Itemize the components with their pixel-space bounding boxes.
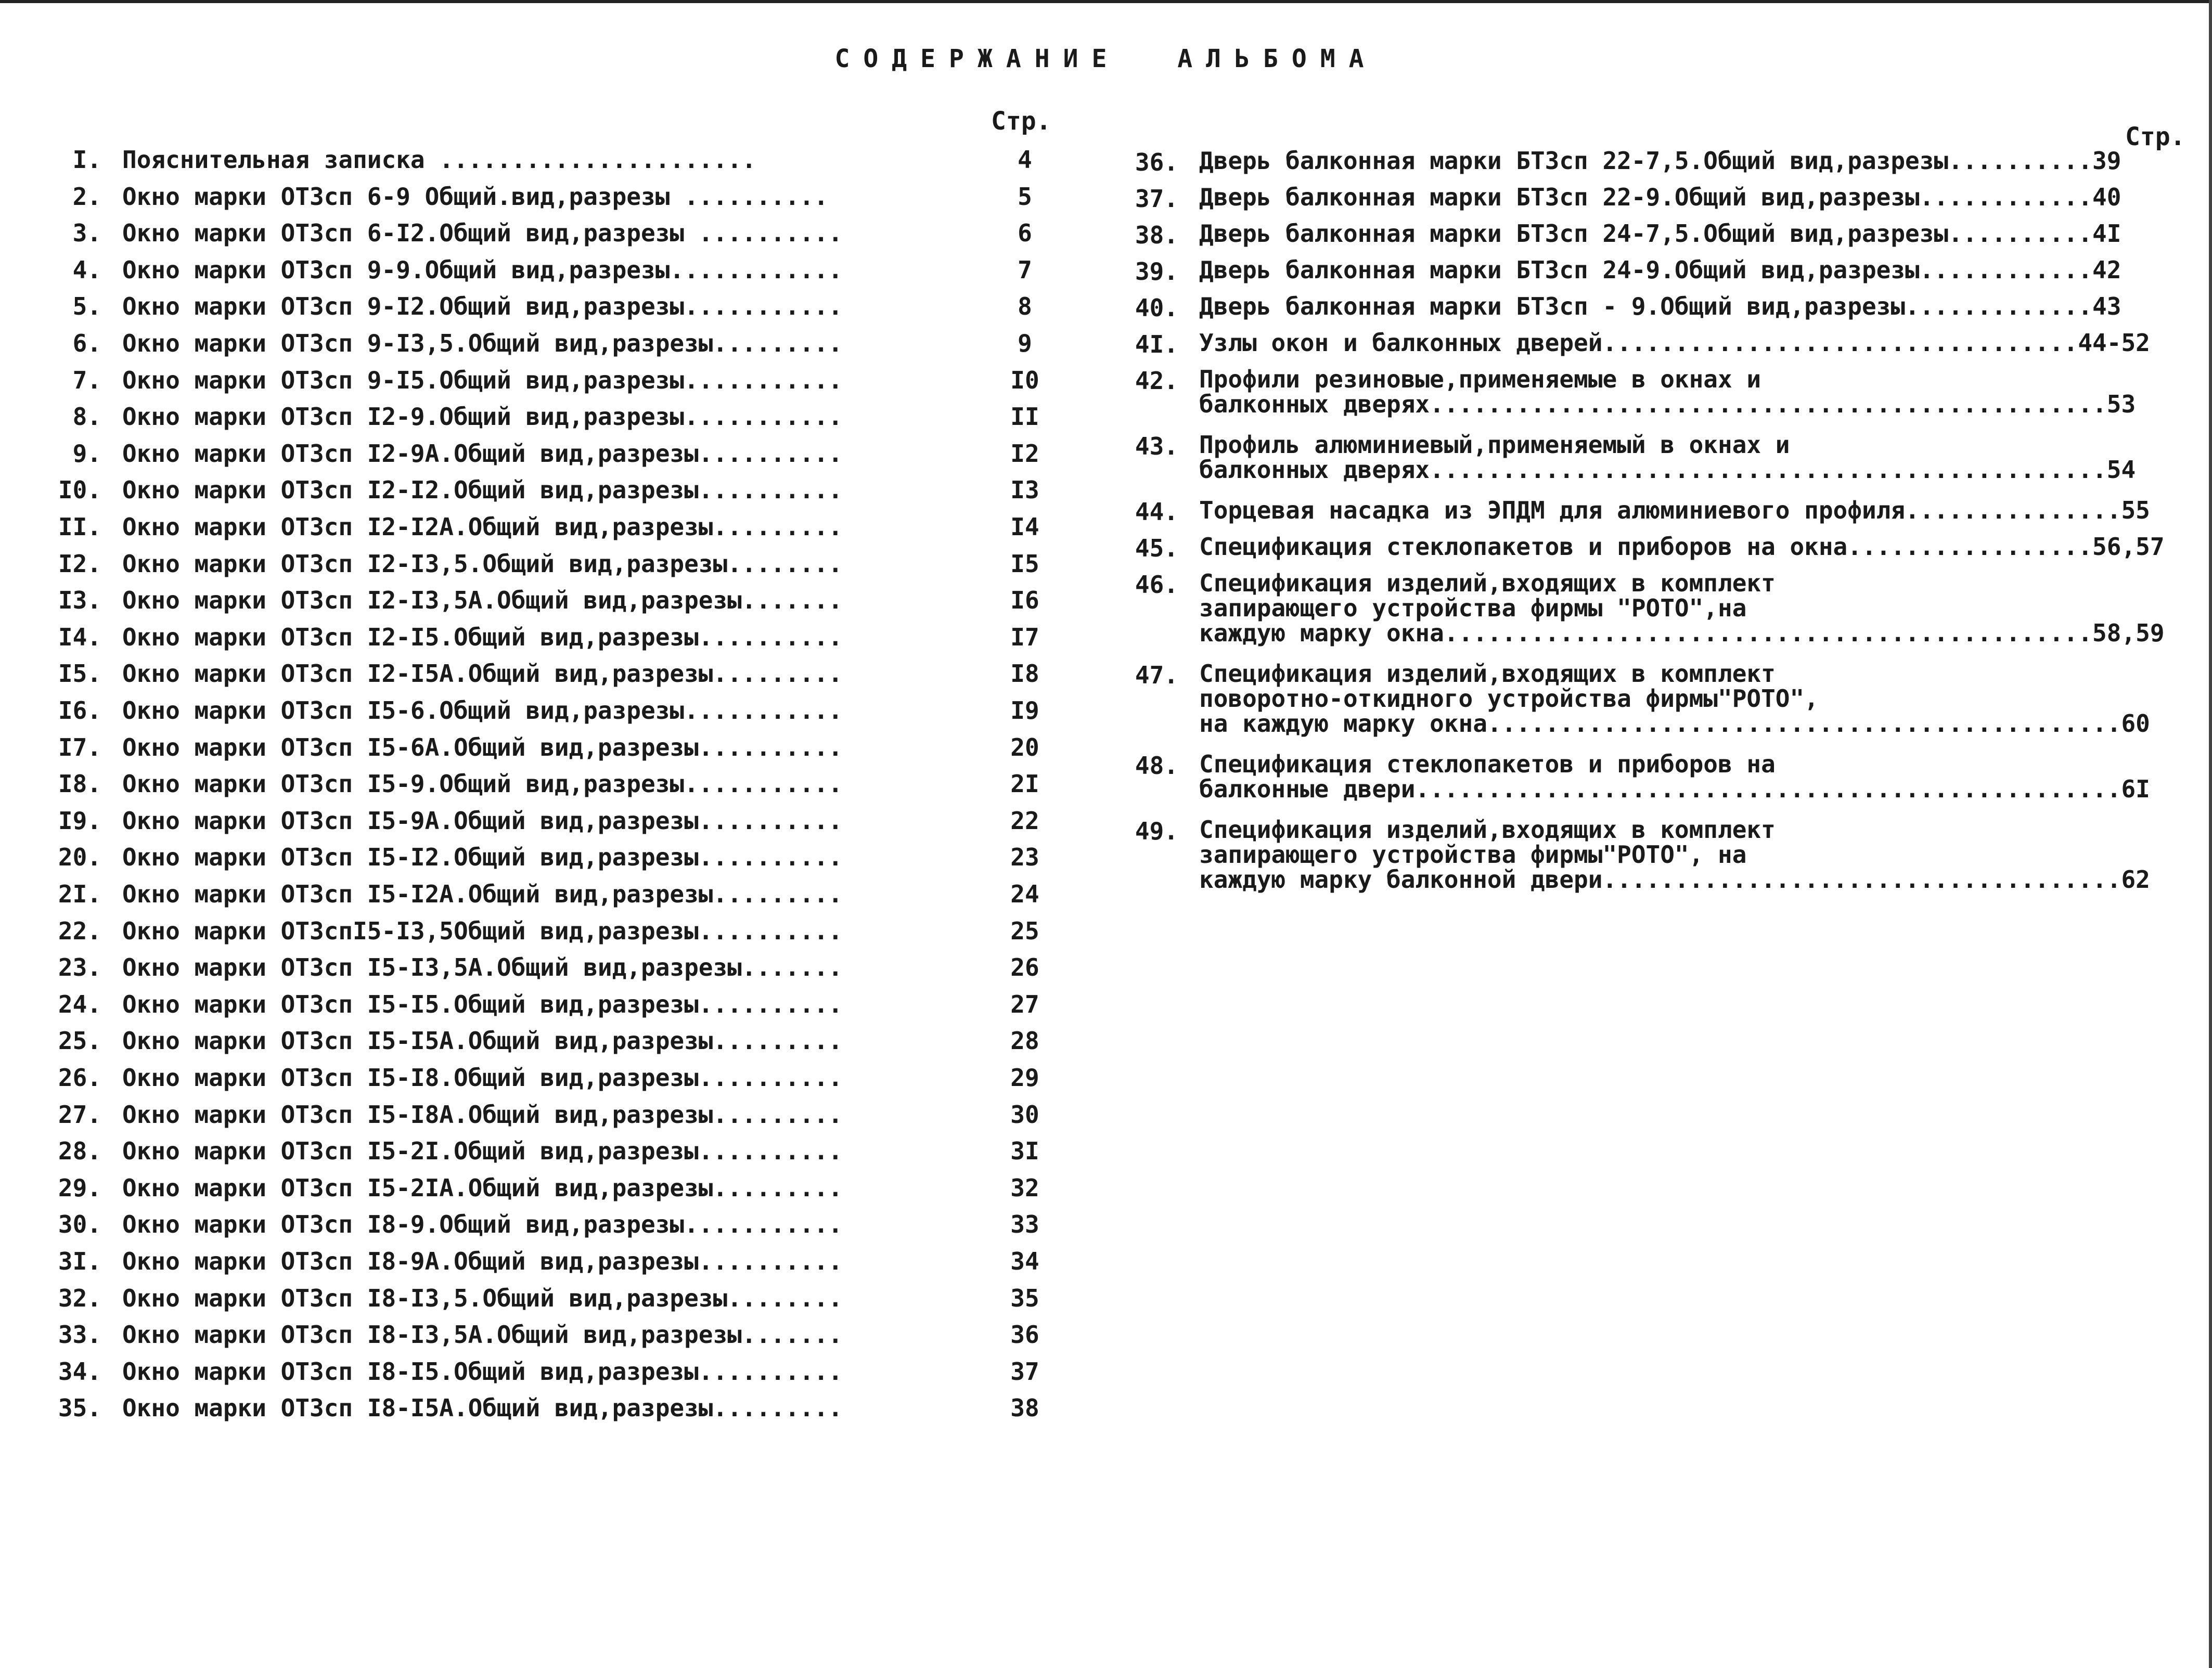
top-border bbox=[0, 0, 2212, 3]
entry-line: Узлы окон и балконных дверей.................................44-52 bbox=[1199, 329, 2150, 357]
entry-line: Торцевая насадка из ЭПДМ для алюминиевого профиля...............55 bbox=[1199, 496, 2150, 524]
entry-title: Окно марки ОТ3сп 9-I3,5.Общий вид,разрезы......... bbox=[122, 329, 843, 357]
entry-title: Окно марки ОТ3сп 9-I5.Общий вид,разрезы........... bbox=[122, 366, 843, 394]
contents-entry bbox=[31, 146, 1072, 179]
entry-line: Дверь балконная марки БТ3сп 22-9.Общий вид,разрезы............40 bbox=[1199, 183, 2121, 211]
entry-title: Окно марки ОТ3спI5-I3,5Общий вид,разрезы.......... bbox=[122, 916, 843, 945]
entry-title bbox=[1199, 752, 2150, 801]
entry-number: 5. bbox=[72, 292, 101, 321]
entry-number: 36. bbox=[1135, 148, 1178, 176]
entry-page-number: 20 bbox=[1010, 733, 1039, 761]
entry-page-number: 30 bbox=[1010, 1100, 1039, 1129]
entry-page-number: I2 bbox=[1010, 439, 1039, 468]
entry-number: 3. bbox=[72, 219, 101, 248]
right-page-column-header: Стр. bbox=[2125, 122, 2185, 151]
contents-entry bbox=[1118, 533, 2201, 562]
entry-page-number: 5 bbox=[1018, 182, 1032, 211]
entry-number: 25. bbox=[58, 1027, 101, 1055]
entry-page-number: 28 bbox=[1010, 1027, 1039, 1055]
right-border bbox=[2209, 0, 2212, 1668]
contents-entry bbox=[31, 1101, 1072, 1134]
entry-title: Окно марки ОТ3сп I5-2IА.Общий вид,разрезы......... bbox=[122, 1173, 843, 1202]
entry-number: I4. bbox=[58, 623, 101, 651]
contents-entry bbox=[1118, 329, 2201, 358]
contents-entry bbox=[31, 476, 1072, 509]
entry-number: 7. bbox=[72, 366, 101, 394]
entry-line: Спецификация изделий,входящих в комплект bbox=[1199, 816, 1776, 844]
contents-entry bbox=[31, 1357, 1072, 1391]
entry-title: Окно марки ОТ3сп I5-9А.Общий вид,разрезы.......... bbox=[122, 806, 843, 835]
entry-number: 48. bbox=[1135, 752, 1178, 780]
entry-line: Дверь балконная марки БТ3сп - 9.Общий вид,разрезы.............43 bbox=[1199, 292, 2121, 320]
contents-entry bbox=[31, 513, 1072, 546]
entry-page-number: 29 bbox=[1010, 1064, 1039, 1092]
entry-title: Окно марки ОТ3сп I8-I3,5.Общий вид,разрезы........ bbox=[122, 1284, 843, 1312]
contents-entry bbox=[1118, 496, 2201, 526]
entry-number: II. bbox=[58, 513, 101, 541]
entry-title bbox=[1199, 330, 2150, 355]
entry-number: 29. bbox=[58, 1173, 101, 1202]
contents-entry bbox=[31, 329, 1072, 363]
entry-title: Окно марки ОТ3сп I2-I3,5А.Общий вид,разрезы....... bbox=[122, 586, 843, 615]
entry-number: 4I. bbox=[1135, 330, 1178, 358]
entry-number: 2. bbox=[72, 182, 101, 211]
entry-page-number: 23 bbox=[1010, 843, 1039, 872]
entry-title bbox=[1199, 257, 2121, 282]
entry-page-number: 26 bbox=[1010, 953, 1039, 982]
contents-entry bbox=[31, 696, 1072, 730]
entry-number: 40. bbox=[1135, 294, 1178, 322]
entry-page-number: 25 bbox=[1010, 916, 1039, 945]
contents-entry bbox=[31, 1174, 1072, 1207]
entry-line: Дверь балконная марки БТ3сп 24-7,5.Общий вид,разрезы..........4I bbox=[1199, 219, 2121, 248]
entry-page-number: I0 bbox=[1010, 366, 1039, 394]
contents-entry bbox=[31, 733, 1072, 767]
entry-title bbox=[1199, 148, 2121, 173]
entry-number: 27. bbox=[58, 1100, 101, 1129]
contents-entry bbox=[31, 1210, 1072, 1244]
entry-title: Окно марки ОТ3сп I8-I5А.Общий вид,разрезы......... bbox=[122, 1394, 843, 1423]
entry-number: I. bbox=[72, 146, 101, 174]
entry-number: 44. bbox=[1135, 498, 1178, 526]
entry-number: 20. bbox=[58, 843, 101, 872]
entry-number: I6. bbox=[58, 696, 101, 725]
contents-entry bbox=[1118, 183, 2201, 213]
entry-number: 49. bbox=[1135, 817, 1178, 845]
entry-title bbox=[1199, 367, 2136, 417]
contents-entry bbox=[1118, 752, 2201, 801]
entry-line: Дверь балконная марки БТ3сп 24-9.Общий вид,разрезы............42 bbox=[1199, 256, 2121, 284]
entry-title: Окно марки ОТ3сп 6-9 Общий.вид,разрезы .......... bbox=[122, 182, 829, 211]
contents-entry bbox=[31, 953, 1072, 987]
contents-entry bbox=[31, 1284, 1072, 1317]
contents-entry bbox=[31, 366, 1072, 399]
entry-title: Окно марки ОТ3сп I5-I2.Общий вид,разрезы.......... bbox=[122, 843, 843, 872]
entry-line: Спецификация стеклопакетов и приборов на bbox=[1199, 750, 1776, 778]
entry-number: 30. bbox=[58, 1210, 101, 1239]
entry-number: 3I. bbox=[58, 1247, 101, 1275]
entry-title: Окно марки ОТ3сп I2-I2.Общий вид,разрезы.......... bbox=[122, 476, 843, 505]
entry-line: Спецификация изделий,входящих в комплект bbox=[1199, 569, 1776, 597]
entry-title: Окно марки ОТ3сп I5-I8.Общий вид,разрезы.......... bbox=[122, 1064, 843, 1092]
entry-line: каждую марку окна.............................................58,59 bbox=[1199, 619, 2165, 647]
entry-title: Окно марки ОТ3сп I5-I5.Общий вид,разрезы.......... bbox=[122, 990, 843, 1018]
entry-line: запирающего устройства фирмы"РОТО", на bbox=[1199, 841, 1747, 869]
entry-page-number: 24 bbox=[1010, 880, 1039, 908]
entry-line: Профили резиновые,применяемые в окнах и bbox=[1199, 365, 1761, 393]
entry-title: Окно марки ОТ3сп I2-9.Общий вид,разрезы........... bbox=[122, 403, 843, 431]
entry-page-number: 22 bbox=[1010, 806, 1039, 835]
entry-line: запирающего устройства фирмы "РОТО",на bbox=[1199, 594, 1747, 622]
entry-number: 35. bbox=[58, 1394, 101, 1423]
entry-number: 33. bbox=[58, 1321, 101, 1349]
contents-entry bbox=[31, 403, 1072, 436]
entry-title bbox=[1199, 661, 2150, 736]
contents-entry bbox=[31, 623, 1072, 656]
entry-title: Окно марки ОТ3сп I2-9А.Общий вид,разрезы.......... bbox=[122, 439, 843, 468]
contents-entry bbox=[1118, 571, 2201, 645]
entry-title: Окно марки ОТ3сп I5-I8А.Общий вид,разрезы......... bbox=[122, 1100, 843, 1129]
contents-entry bbox=[31, 880, 1072, 913]
contents-entry bbox=[31, 843, 1072, 876]
entry-number: I8. bbox=[58, 770, 101, 798]
entry-title: Окно марки ОТ3сп I5-I5А.Общий вид,разрезы......... bbox=[122, 1027, 843, 1055]
entry-title: Окно марки ОТ3сп I2-I5А.Общий вид,разрезы......... bbox=[122, 660, 843, 688]
entry-number: 45. bbox=[1135, 534, 1178, 562]
entry-page-number: 32 bbox=[1010, 1173, 1039, 1202]
contents-entry bbox=[31, 1247, 1072, 1281]
contents-entry bbox=[31, 807, 1072, 840]
entry-line: Профиль алюминиевый,применяемый в окнах и bbox=[1199, 431, 1790, 459]
entry-title: Окно марки ОТ3сп 6-I2.Общий вид,разрезы .......... bbox=[122, 219, 843, 248]
entry-number: I9. bbox=[58, 806, 101, 835]
entry-title: Окно марки ОТ3сп I5-6А.Общий вид,разрезы.......... bbox=[122, 733, 843, 761]
contents-entry bbox=[31, 660, 1072, 693]
entry-title bbox=[1199, 498, 2150, 523]
contents-entry bbox=[1118, 292, 2201, 322]
entry-page-number: II bbox=[1010, 403, 1039, 431]
entry-number: 26. bbox=[58, 1064, 101, 1092]
contents-entry bbox=[31, 1064, 1072, 1097]
contents-entry bbox=[31, 219, 1072, 252]
entry-page-number: 34 bbox=[1010, 1247, 1039, 1275]
contents-entry bbox=[1118, 367, 2201, 417]
entry-number: 23. bbox=[58, 953, 101, 982]
entry-title: Пояснительная записка ...................... bbox=[122, 146, 756, 174]
entry-title bbox=[1199, 571, 2165, 645]
entry-line: балконных дверях...............................................53 bbox=[1199, 390, 2136, 418]
contents-entry bbox=[1118, 219, 2201, 249]
entry-page-number: 33 bbox=[1010, 1210, 1039, 1239]
entry-number: I0. bbox=[58, 476, 101, 505]
contents-entry bbox=[1118, 147, 2201, 176]
entry-number: 39. bbox=[1135, 257, 1178, 286]
contents-entry bbox=[31, 1321, 1072, 1354]
contents-entry bbox=[1118, 432, 2201, 482]
entry-page-number: 6 bbox=[1018, 219, 1032, 248]
contents-entry bbox=[31, 550, 1072, 583]
entry-number: 47. bbox=[1135, 661, 1178, 689]
entry-page-number: 2I bbox=[1010, 770, 1039, 798]
entry-number: 28. bbox=[58, 1137, 101, 1166]
entry-page-number: 36 bbox=[1010, 1321, 1039, 1349]
contents-entry bbox=[31, 586, 1072, 619]
entry-title: Окно марки ОТ3сп I8-9А.Общий вид,разрезы.......... bbox=[122, 1247, 843, 1275]
entry-number: 37. bbox=[1135, 185, 1178, 213]
entry-title: Окно марки ОТ3сп I5-I2А.Общий вид,разрезы......... bbox=[122, 880, 843, 908]
entry-number: I3. bbox=[58, 586, 101, 615]
entry-title: Окно марки ОТ3сп I5-6.Общий вид,разрезы........... bbox=[122, 696, 843, 725]
entry-title: Окно марки ОТ3сп I2-I3,5.Общий вид,разрезы........ bbox=[122, 549, 843, 578]
entry-title: Окно марки ОТ3сп 9-9.Общий вид,разрезы............ bbox=[122, 255, 843, 284]
entry-page-number: I9 bbox=[1010, 696, 1039, 725]
entry-page-number: I6 bbox=[1010, 586, 1039, 615]
entry-page-number: 35 bbox=[1010, 1284, 1039, 1312]
contents-entry bbox=[31, 292, 1072, 326]
entry-line: каждую марку балконной двери....................................62 bbox=[1199, 865, 2150, 894]
entry-title: Окно марки ОТ3сп I8-I5.Общий вид,разрезы.......... bbox=[122, 1357, 843, 1386]
album-contents-title: СОДЕРЖАНИЕ АЛЬБОМА bbox=[834, 44, 1378, 73]
entry-page-number: 3I bbox=[1010, 1137, 1039, 1166]
entry-title: Окно марки ОТ3сп I2-I2А.Общий вид,разрезы......... bbox=[122, 513, 843, 541]
entry-line: Спецификация изделий,входящих в комплект bbox=[1199, 660, 1776, 688]
entry-number: 42. bbox=[1135, 367, 1178, 395]
entry-page-number: 38 bbox=[1010, 1394, 1039, 1423]
entry-line: Дверь балконная марки БТ3сп 22-7,5.Общий вид,разрезы..........39 bbox=[1199, 147, 2121, 175]
entry-page-number: 37 bbox=[1010, 1357, 1039, 1386]
contents-entry bbox=[31, 917, 1072, 950]
entry-line: на каждую марку окна............................................60 bbox=[1199, 709, 2150, 738]
entry-number: 46. bbox=[1135, 571, 1178, 599]
entry-title: Окно марки ОТ3сп I5-2I.Общий вид,разрезы.......... bbox=[122, 1137, 843, 1166]
contents-entry bbox=[31, 1394, 1072, 1427]
entry-number: I5. bbox=[58, 660, 101, 688]
entry-page-number: 9 bbox=[1018, 329, 1032, 357]
contents-entry bbox=[31, 1137, 1072, 1170]
entry-title bbox=[1199, 817, 2150, 892]
entry-title: Окно марки ОТ3сп I5-9.Общий вид,разрезы........... bbox=[122, 770, 843, 798]
entry-number: 43. bbox=[1135, 432, 1178, 460]
entry-line: поворотно-откидного устройства фирмы"РОТО", bbox=[1199, 684, 1819, 713]
entry-number: 38. bbox=[1135, 221, 1178, 249]
entry-page-number: 27 bbox=[1010, 990, 1039, 1018]
contents-entry bbox=[1118, 661, 2201, 736]
entry-title: Окно марки ОТ3сп I8-9.Общий вид,разрезы........... bbox=[122, 1210, 843, 1239]
contents-entry bbox=[31, 990, 1072, 1024]
entry-number: 34. bbox=[58, 1357, 101, 1386]
contents-entry bbox=[31, 183, 1072, 216]
entry-number: 32. bbox=[58, 1284, 101, 1312]
entry-line: балконных дверях...............................................54 bbox=[1199, 456, 2136, 484]
entry-page-number: 4 bbox=[1018, 146, 1032, 174]
entry-number: 8. bbox=[72, 403, 101, 431]
entry-title bbox=[1199, 185, 2121, 210]
entry-page-number: I4 bbox=[1010, 513, 1039, 541]
entry-title bbox=[1199, 432, 2136, 482]
entry-number: I2. bbox=[58, 549, 101, 578]
entry-page-number: I3 bbox=[1010, 476, 1039, 505]
entry-line: Спецификация стеклопакетов и приборов на окна.................56,57 bbox=[1199, 533, 2165, 561]
entry-number: I7. bbox=[58, 733, 101, 761]
entry-page-number: I7 bbox=[1010, 623, 1039, 651]
entry-title bbox=[1199, 294, 2121, 319]
entry-page-number: 8 bbox=[1018, 292, 1032, 321]
contents-entry bbox=[1118, 256, 2201, 286]
entry-number: 24. bbox=[58, 990, 101, 1018]
entry-title bbox=[1199, 534, 2165, 559]
contents-entry bbox=[1118, 817, 2201, 892]
contents-entry bbox=[31, 770, 1072, 803]
contents-entry bbox=[31, 256, 1072, 289]
left-page-column-header: Стр. bbox=[991, 107, 1051, 136]
contents-entry bbox=[31, 1027, 1072, 1060]
entry-title bbox=[1199, 221, 2121, 246]
entry-page-number: 7 bbox=[1018, 255, 1032, 284]
entry-number: 4. bbox=[72, 255, 101, 284]
contents-entry bbox=[31, 439, 1072, 473]
entry-title: Окно марки ОТ3сп I5-I3,5А.Общий вид,разрезы....... bbox=[122, 953, 843, 982]
entry-title: Окно марки ОТ3сп I8-I3,5А.Общий вид,разрезы....... bbox=[122, 1321, 843, 1349]
entry-page-number: I8 bbox=[1010, 660, 1039, 688]
entry-number: 6. bbox=[72, 329, 101, 357]
entry-number: 22. bbox=[58, 916, 101, 945]
entry-line: балконные двери.................................................6I bbox=[1199, 775, 2150, 803]
entry-page-number: I5 bbox=[1010, 549, 1039, 578]
entry-title: Окно марки ОТ3сп I2-I5.Общий вид,разрезы.......... bbox=[122, 623, 843, 651]
entry-number: 9. bbox=[72, 439, 101, 468]
entry-title: Окно марки ОТ3сп 9-I2.Общий вид,разрезы........... bbox=[122, 292, 843, 321]
entry-number: 2I. bbox=[58, 880, 101, 908]
